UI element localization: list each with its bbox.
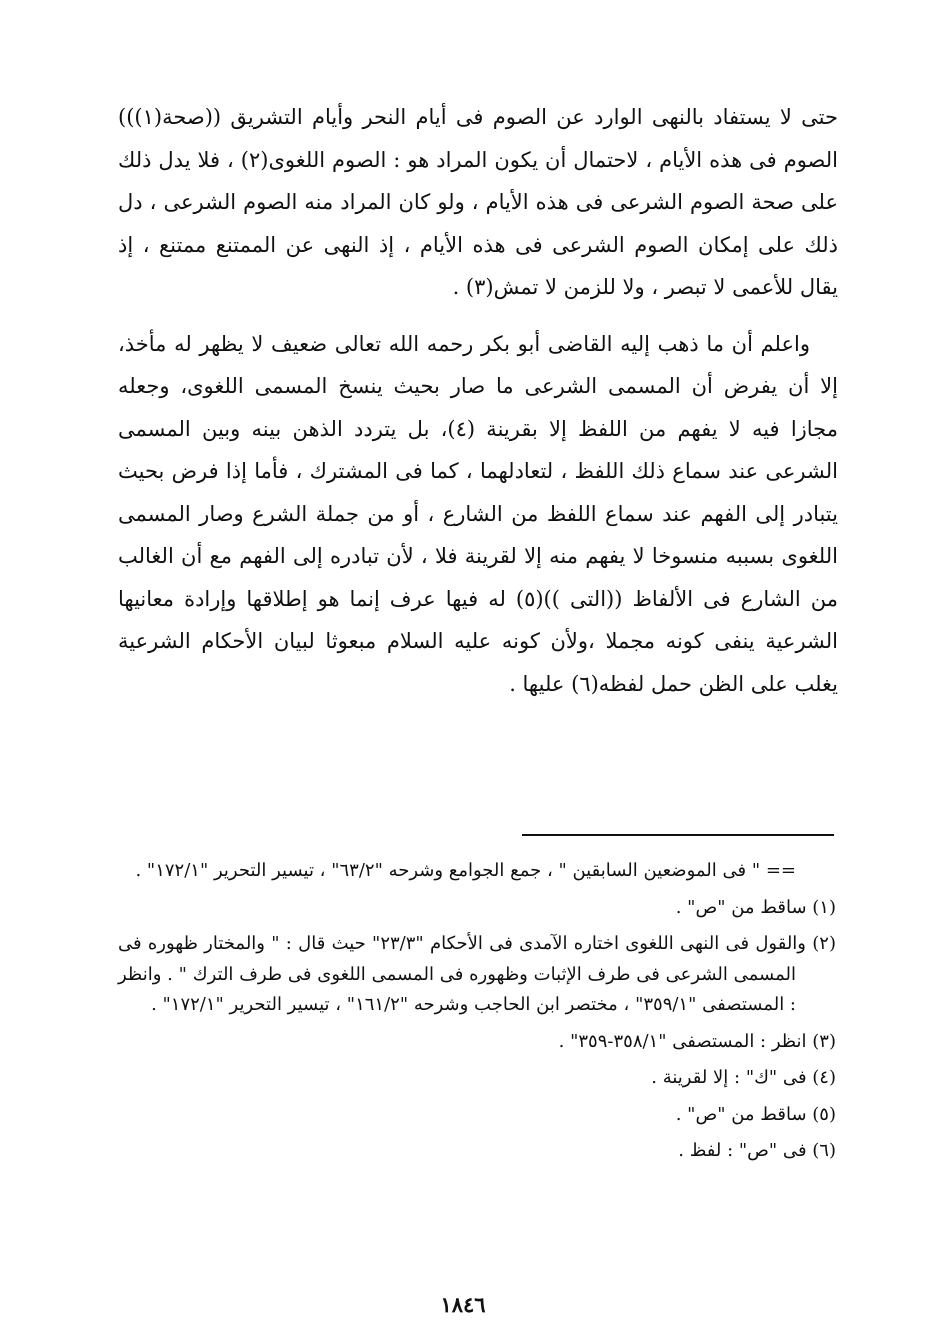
footnote-3: (٣) انظر : المستصفى "٣٥٨/١-٣٥٩" . [558,1030,836,1052]
footnote-1: (١) ساقط من "ص" . [675,896,836,918]
paragraph-1: حتى لا يستفاد بالنهى الوارد عن الصوم فى أيام النحر وأيام التشريق ((صحة(١))) الصوم فى هذه الأيام ، لاحتمال أن يكون المراد هو : الصوم اللغوى(٢) ، فلا يدل ذلك على صحة الصوم الشرعى فى هذه الأيام ، ولو كان المراد منه الصوم الشرعى ، دل ذلك على إمكان الصوم الشرعى فى هذه الأيام ، إذ النهى عن الممتنع ممتنع ، إذ يقال للأعمى لا تبصر ، ولا للزمن لا تمش(٣) . [118,105,838,299]
page-number: ١٨٤٦ [440,1292,486,1317]
footnote-2: (٢) والقول فى النهى اللغوى اختاره الآمدى فى الأحكام "٢٣/٣" حيث قال : " والمختار ظهوره فى المسمى الشرعى فى طرف الإثبات وظهوره فى المسمى اللغوى فى طرف الترك " . وانظر : المستصفى "٣٥٩/١" ، مختصر ابن الحاجب وشرحه "١٦١/٢" ، تيسير التحرير "١٧٢/١" . [118,933,836,1015]
footnote-4: (٤) فى "ك" : إلا لقرينة . [651,1067,836,1088]
paragraph-2: واعلم أن ما ذهب إليه القاضى أبو بكر رحمه الله تعالى ضعيف لا يظهر له مأخذ، إلا أن يفرض أن المسمى الشرعى ما صار بحيث ينسخ المسمى اللغوى، وجعله مجازا فيه لا يفهم من اللفظ إلا بقرينة (٤)، بل يتردد الذهن بينه وبين المسمى الشرعى عند سماع ذلك اللفظ ، لتعادلهما ، كما فى المشترك ، فأما إذا فرض بحيث يتبادر إلى الفهم عند سماع اللفظ من الشارع ، أو من جملة الشرع وصار المسمى اللغوى بسببه منسوخا لا يفهم منه إلا لقرينة فلا ، لأن تبادره إلى الفهم مع أن الغالب من الشارع فى الألفاظ ((التى ))(٥) له فيها عرف إنما هو إطلاقها وإرادة معانيها الشرعية ينفى كونه مجملا ،ولأن كونه عليه السلام مبعوثا لبيان الأحكام الشرعية يغلب على الظن حمل لفظه(٦) عليها . [118,331,838,696]
footnote-continuation: == " فى الموضعين السابقين " ، جمع الجوامع وشرحه "٦٣/٢" ، تيسير التحرير "١٧٢/١" . [135,860,796,881]
footnote-5: (٥) ساقط من "ص" . [675,1103,836,1125]
main-text [118,96,838,705]
footnotes [118,856,836,1173]
footnote-6: (٦) فى "ص" : لفظ . [678,1140,836,1161]
footnote-separator [522,834,834,836]
